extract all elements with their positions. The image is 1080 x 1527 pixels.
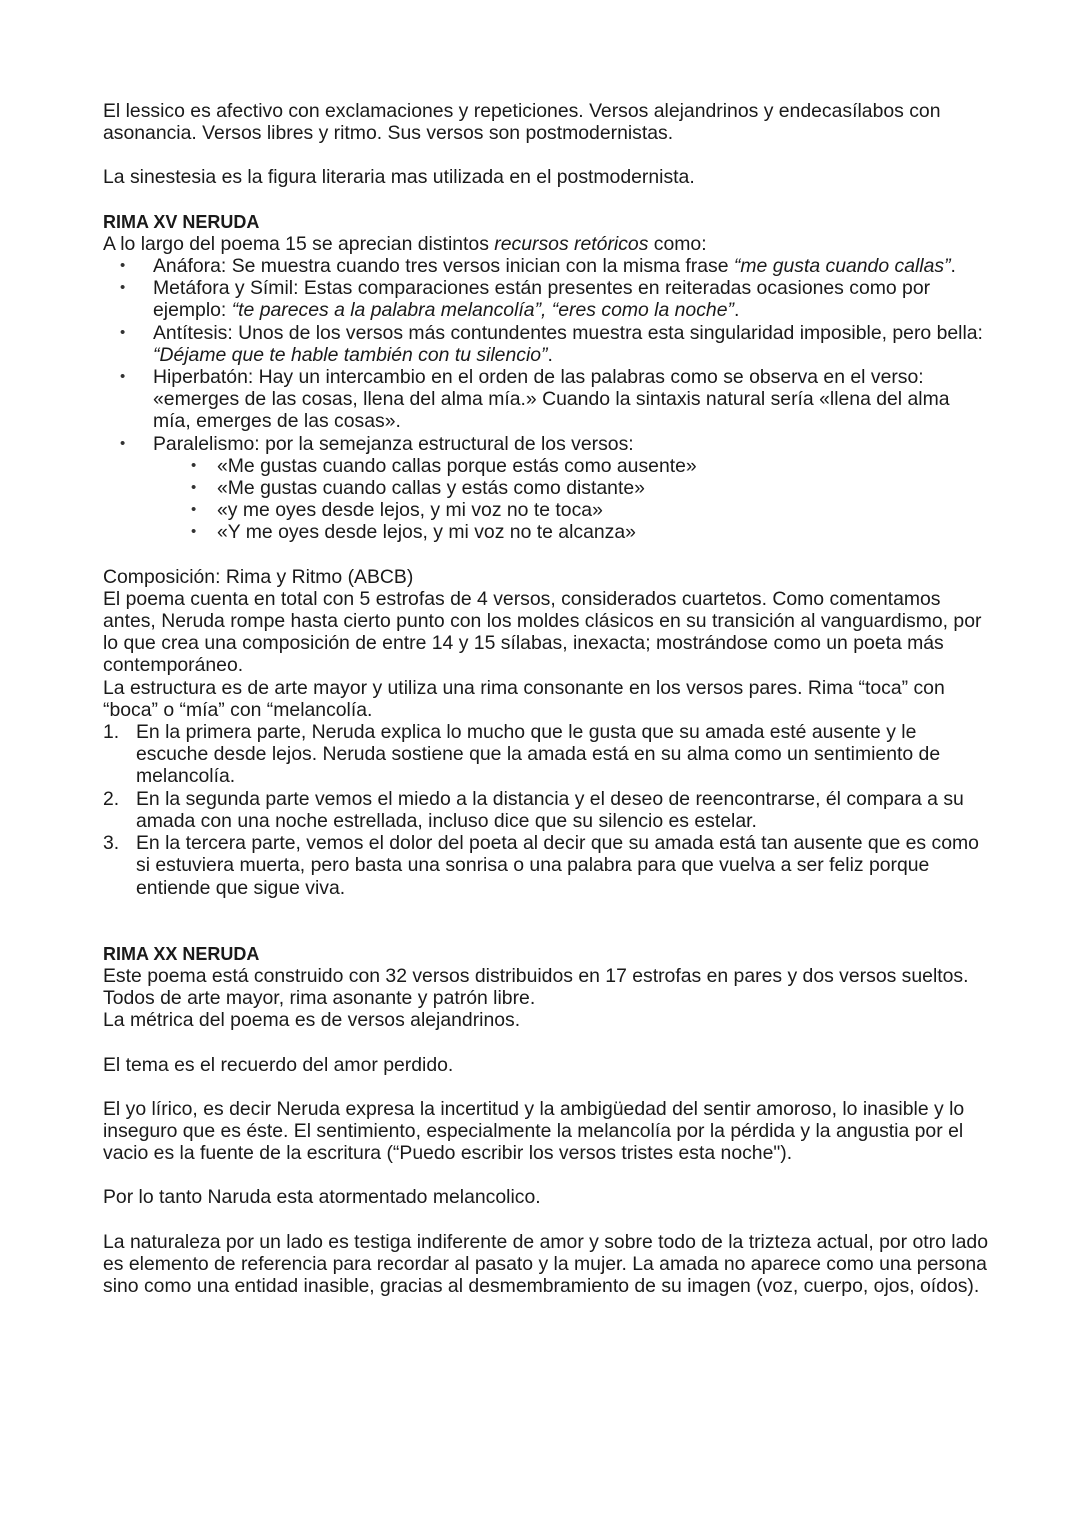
parallel-verses-list [153,455,990,544]
item-text: Paralelismo: por la semejanza estructural de los versos: [153,432,634,455]
parallel-verse: • «y me oyes desde lejos, y mi voz no te toca» [217,499,990,521]
composition-paragraph-2: La estructura es de arte mayor y utiliza una rima consonante en los versos pares. Rima “toca” con “boca” o “mía” con “melancolía. [103,676,945,721]
part-text: En la tercera parte, vemos el dolor del poeta al decir que su amada está tan ausente que es como si estuviera muerta, pero basta una sonrisa o una palabra para que vuelva a ser feliz porque entiende que sigue viva. [136,832,979,899]
intro-paragraph-1: El lessico es afectivo con exclamaciones y repeticiones. Versos alejandrinos y endecasílabos con asonancia. Versos libres y ritmo. Sus versos son postmodernistas. [103,100,941,145]
rima-xv-intro-tail: como: [648,232,707,255]
item-text: Hiperbatón: Hay un intercambio en el orden de las palabras como se observa en el verso: «emerges de las cosas, llena del alma mía.» Cuando la sintaxis natural sería «llena del alma mía, emerges de las cosas». [153,366,950,433]
part-number: 2. [103,787,120,810]
list-item-paralelismo [153,433,990,544]
item-tail: . [950,255,956,278]
rima-xv-intro-emphasis: recursos retóricos [494,232,649,255]
item-text: Antítesis: Unos de los versos más contundentes muestra esta singularidad imposible, pero bella: [153,321,983,344]
intro-paragraph-2: La sinestesia es la figura literaria mas utilizada en el postmodernista. [103,166,695,189]
item-quote: “te pareces a la palabra melancolía”, “eres como la noche” [231,299,734,322]
item-text: Metáfora y Símil: Estas comparaciones están presentes en reiteradas ocasiones como por ejemplo: [153,277,931,322]
item-quote: “Déjame que te hable también con tu silencio” [153,343,548,366]
item-tail: . [547,343,553,366]
rima-xv-heading: RIMA XV NERUDA [103,211,260,232]
poem-part-item [103,721,990,788]
part-number: 3. [103,832,120,855]
rima-xx-paragraph-3: El tema es el recuerdo del amor perdido. [103,1053,454,1076]
rima-xx-paragraph-6: La naturaleza por un lado es testiga indiferente de amor y sobre todo de la trizteza actual, por otro lado es elemento de referencia para recordar al pasato y la mujer. La amada no aparece como una persona sino como una entidad inasible, gracias al desmembramiento de su imagen (voz, cuerpo, ojos, oídos). [103,1230,988,1297]
rima-xx-paragraph-5: Por lo tanto Naruda esta atormentado melancolico. [103,1186,541,1209]
composition-paragraph-1: El poema cuenta en total con 5 estrofas de 4 versos, considerados cuartetos. Como comentamos antes, Neruda rompe hasta cierto punto con los moldes clásicos en su transición al vanguardismo, por lo que crea una composición de entre 14 y 15 sílabas, inexacta; mostrándose como un poeta más contemporáneo. [103,587,982,677]
rhetorical-devices-list [103,255,990,544]
parallel-verse: • «Me gustas cuando callas porque estás como ausente» [217,455,990,477]
parallel-verse: • «Y me oyes desde lejos, y mi voz no te alcanza» [217,521,990,543]
item-quote: “me gusta cuando callas” [733,255,951,278]
poem-part-item [103,832,990,899]
item-text: Anáfora: Se muestra cuando tres versos inician con la misma frase [153,255,734,278]
part-text: En la segunda parte vemos el miedo a la distancia y el deseo de reencontrarse, él compara a su amada con una noche estrellada, incluso dice que su silencio es estelar. [136,787,964,832]
poem-parts-list [103,721,990,899]
list-item-anafora [153,255,990,277]
list-item-hiperbaton [153,366,990,433]
rima-xv-intro [103,233,990,255]
rima-xv-intro-text: A lo largo del poema 15 se aprecian distintos [103,232,495,255]
item-tail: . [733,299,740,322]
parallel-verse: • «Me gustas cuando callas y estás como distante» [217,477,990,499]
part-text: En la primera parte, Neruda explica lo mucho que le gusta que su amada esté ausente y le escuche desde lejos. Neruda sostiene que la amada está en su alma como un sentimiento de melancolía. [136,721,941,788]
list-item-antitesis [153,322,990,366]
composition-title: Composición: Rima y Ritmo (ABCB) [103,565,414,588]
poem-part-item [103,787,990,832]
list-item-metafora [153,277,990,321]
rima-xx-paragraph-2: La métrica del poema es de versos alejandrinos. [103,1009,521,1032]
rima-xx-paragraph-4: El yo lírico, es decir Neruda expresa la incertitud y la ambigüedad del sentir amoroso, lo inasible y lo inseguro que es éste. El sentimiento, especialmente la melancolía por la pérdida y la angustia por el vacio es la fuente de la escritura (“Puedo escribir los versos tristes esta noche"). [103,1097,965,1165]
rima-xx-heading: RIMA XX NERUDA [103,943,260,964]
rima-xx-paragraph-1: Este poema está construido con 32 versos distribuidos en 17 estrofas en pares y dos versos sueltos. Todos de arte mayor, rima asonante y patrón libre. [103,964,969,1010]
part-number: 1. [103,721,120,744]
